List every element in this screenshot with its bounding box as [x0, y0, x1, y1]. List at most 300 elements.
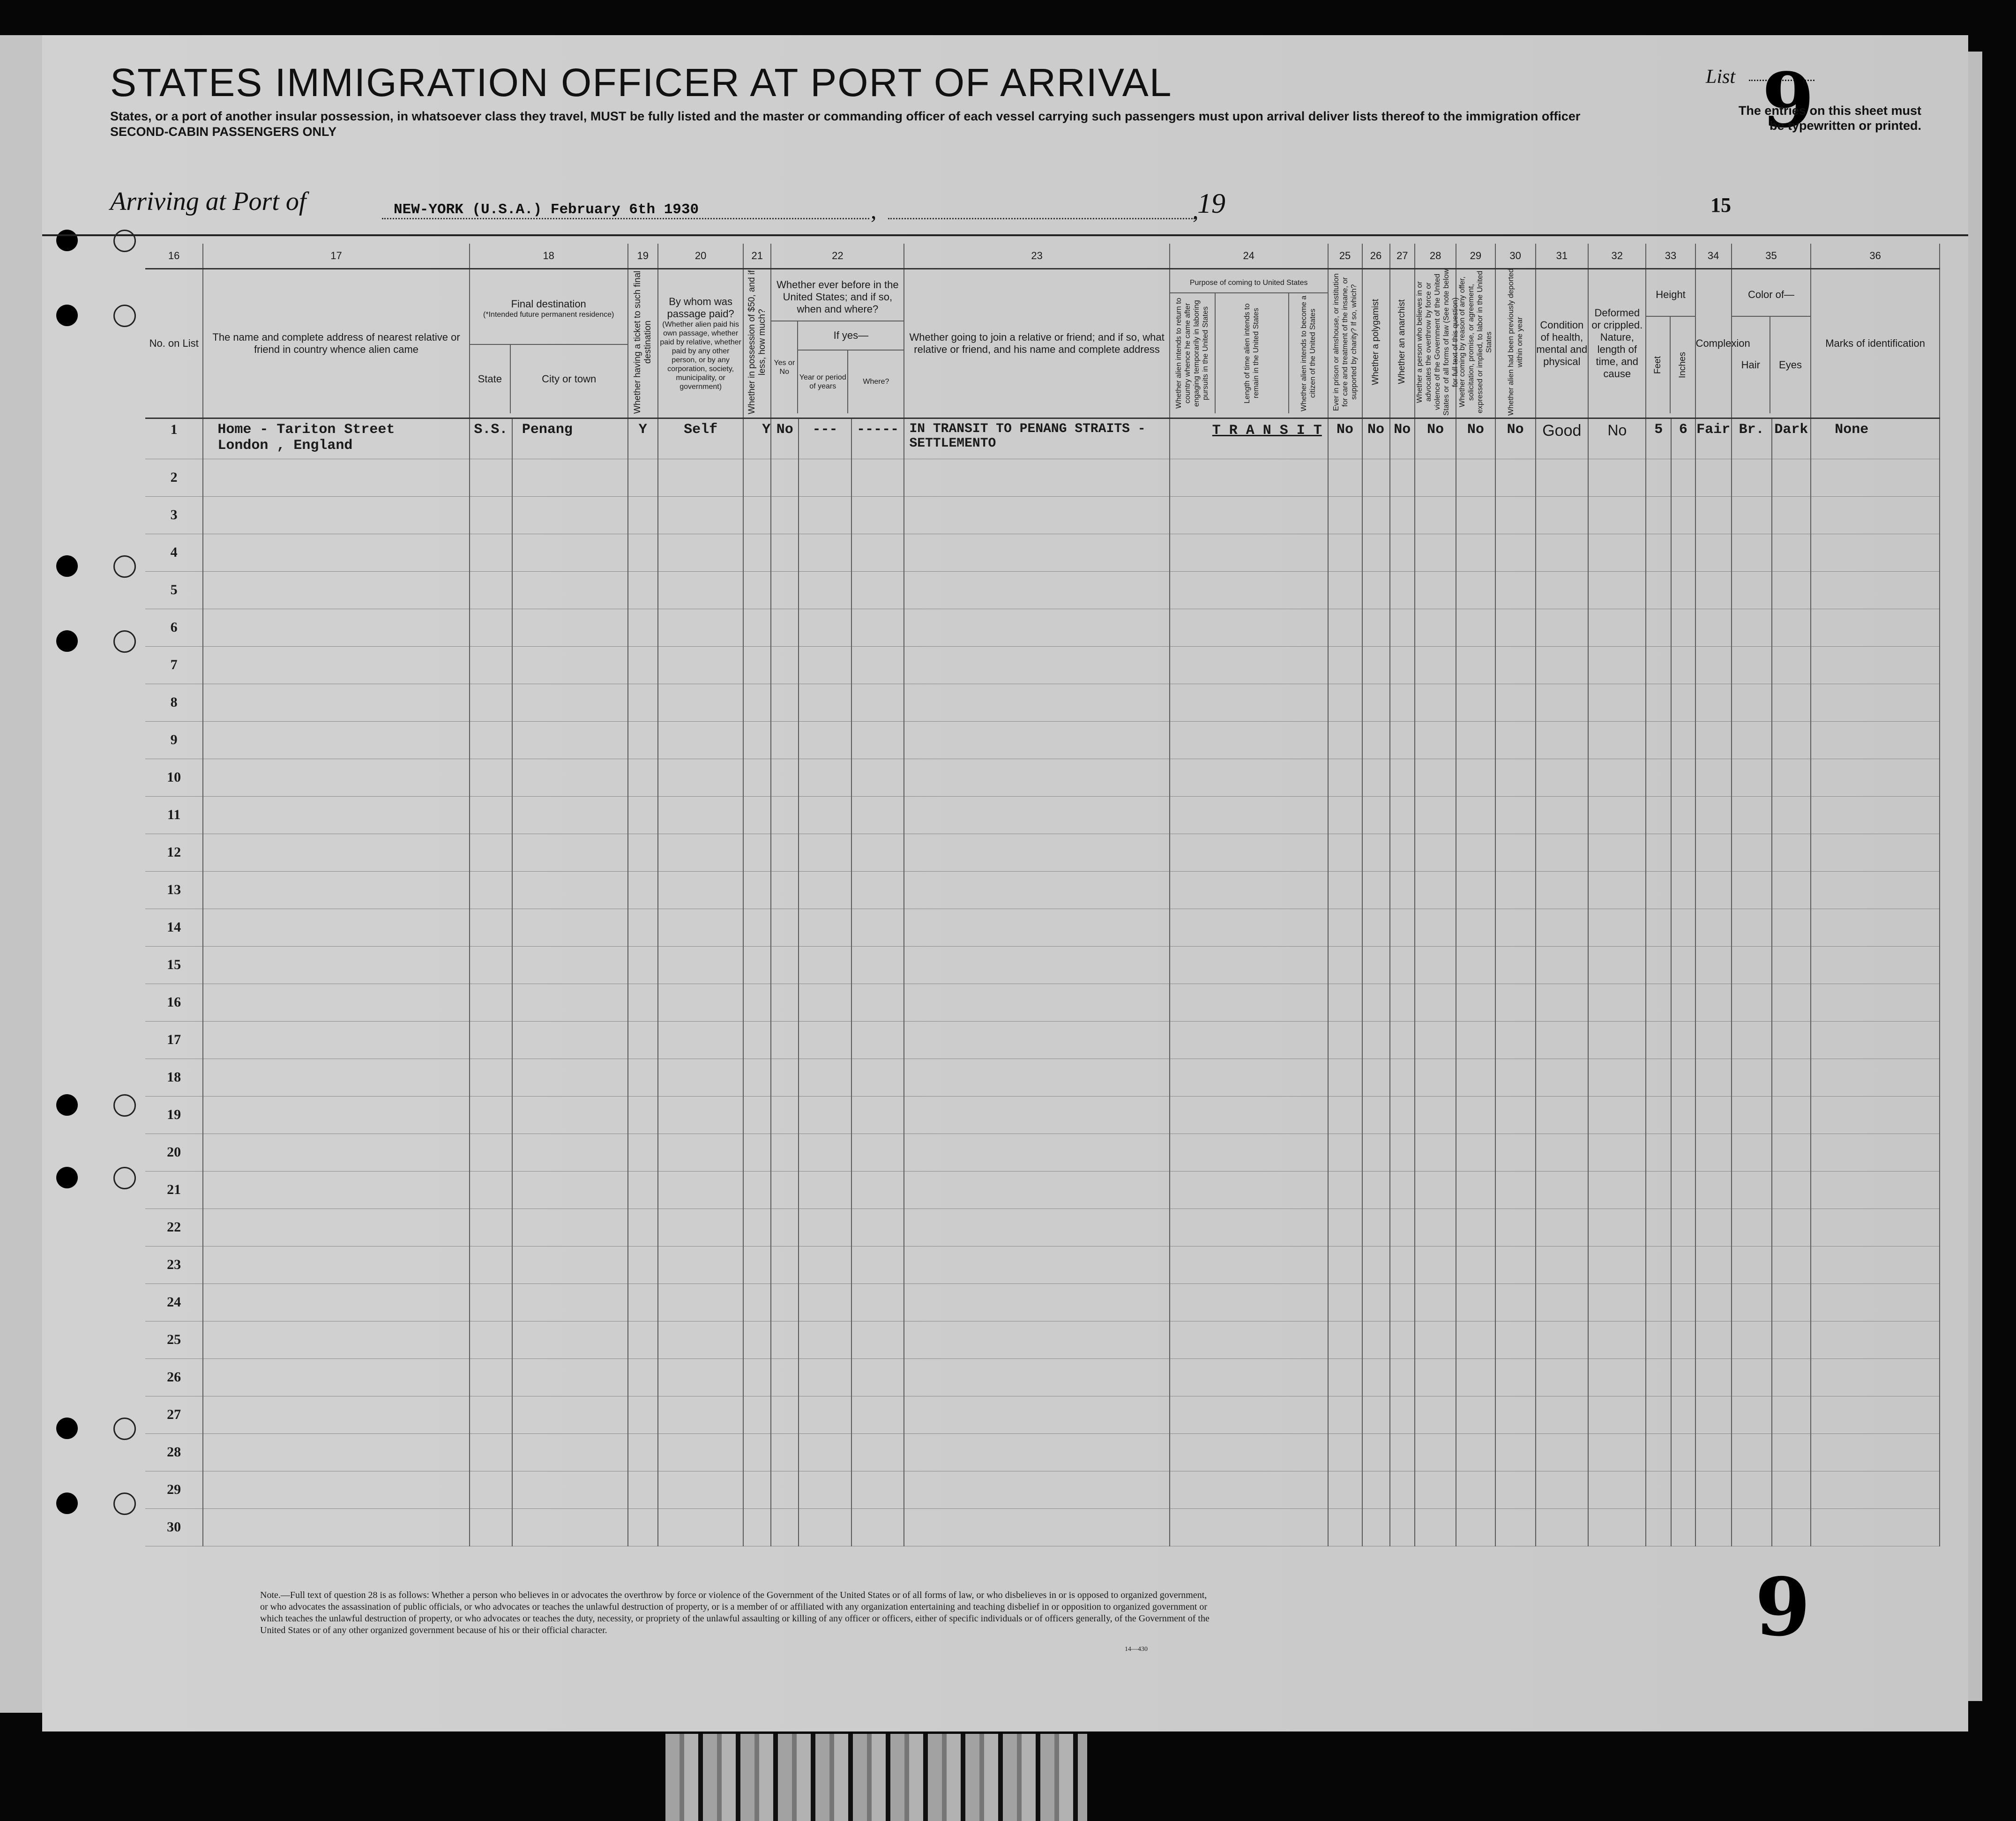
purpose-title: Purpose of coming to United States — [1189, 279, 1308, 287]
table-cell — [1772, 759, 1811, 796]
table-cell — [1415, 1284, 1456, 1321]
table-cell — [1671, 796, 1695, 834]
table-cell — [771, 609, 799, 646]
binding-hole-ring — [113, 305, 136, 327]
table-cell — [1732, 834, 1772, 871]
table-cell — [1495, 646, 1536, 684]
row-number: 29 — [145, 1471, 203, 1508]
table-cell — [1390, 721, 1415, 759]
header-years: Year or period of years — [798, 351, 848, 413]
table-cell — [203, 759, 469, 796]
table-cell — [1732, 759, 1772, 796]
row-number: 4 — [145, 534, 203, 571]
table-cell — [1362, 534, 1390, 571]
table-cell — [1772, 1321, 1811, 1358]
table-row — [145, 1396, 1940, 1433]
table-cell — [743, 1284, 771, 1321]
table-cell — [1811, 1134, 1940, 1171]
table-cell — [1456, 609, 1495, 646]
table-cell — [799, 1396, 851, 1433]
table-cell — [771, 1284, 799, 1321]
table-cell — [470, 1246, 512, 1284]
column-number: 21 — [743, 244, 771, 269]
table-cell — [1456, 1433, 1495, 1471]
table-cell — [1362, 1021, 1390, 1059]
table-cell — [1811, 459, 1940, 496]
table-cell — [904, 609, 1169, 646]
column-header-row — [145, 269, 1940, 418]
table-cell — [904, 571, 1169, 609]
table-cell — [1536, 571, 1589, 609]
table-cell — [1495, 1171, 1536, 1209]
row-number: 23 — [145, 1246, 203, 1284]
table-cell — [1646, 534, 1671, 571]
table-cell — [1671, 609, 1695, 646]
table-cell — [1415, 1471, 1456, 1508]
table-row — [145, 459, 1940, 496]
table-cell — [1362, 571, 1390, 609]
table-cell — [203, 496, 469, 534]
table-cell — [1170, 1471, 1328, 1508]
table-cell — [1170, 1284, 1328, 1321]
table-cell — [1362, 1246, 1390, 1284]
relative-address-cell — [203, 418, 469, 459]
table-cell — [628, 1508, 658, 1546]
table-cell — [1732, 1433, 1772, 1471]
table-cell — [1390, 759, 1415, 796]
table-cell — [1170, 1171, 1328, 1209]
table-cell — [1362, 496, 1390, 534]
table-cell — [1495, 796, 1536, 834]
table-cell — [1170, 1358, 1328, 1396]
table-cell — [904, 984, 1169, 1021]
table-cell — [1671, 1396, 1695, 1433]
table-cell — [203, 1433, 469, 1471]
column-number: 30 — [1495, 244, 1536, 269]
table-cell — [1811, 1246, 1940, 1284]
table-cell — [1588, 1021, 1646, 1059]
table-cell — [799, 1321, 851, 1358]
table-cell — [658, 1358, 743, 1396]
table-cell — [1646, 1171, 1671, 1209]
table-cell — [658, 1508, 743, 1546]
table-cell — [1811, 1396, 1940, 1433]
table-cell — [1811, 609, 1940, 646]
table-cell — [658, 834, 743, 871]
torn-page-edge — [665, 1734, 1087, 1821]
table-cell — [1495, 1059, 1536, 1096]
table-cell — [1671, 1096, 1695, 1134]
table-cell — [658, 571, 743, 609]
right-page-edge — [1968, 52, 1982, 1701]
table-cell — [1588, 1358, 1646, 1396]
table-cell — [1772, 984, 1811, 1021]
list-note — [1668, 103, 1921, 133]
table-cell — [1811, 1096, 1940, 1134]
before-in-us-title: Whether ever before in the United States; and if so, when and where? — [777, 278, 899, 315]
table-cell — [851, 1021, 904, 1059]
table-cell — [658, 984, 743, 1021]
table-cell — [1732, 684, 1772, 721]
table-cell — [799, 459, 851, 496]
table-cell — [904, 759, 1169, 796]
table-cell — [1671, 759, 1695, 796]
header-eyes: Eyes — [1779, 358, 1802, 371]
table-cell — [1362, 684, 1390, 721]
table-cell — [1495, 1134, 1536, 1171]
table-cell — [628, 721, 658, 759]
header-deported — [1495, 269, 1536, 418]
table-cell — [1415, 834, 1456, 871]
table-cell — [658, 721, 743, 759]
header-state: State — [470, 345, 511, 413]
table-cell — [1671, 1059, 1695, 1096]
table-cell — [743, 871, 771, 909]
table-cell — [851, 834, 904, 871]
table-cell — [1588, 646, 1646, 684]
table-cell — [799, 1433, 851, 1471]
header-purpose — [1170, 269, 1328, 418]
table-cell — [470, 1134, 512, 1171]
table-cell — [1811, 496, 1940, 534]
table-cell — [904, 1358, 1169, 1396]
table-cell — [1588, 609, 1646, 646]
header-list-number: No. on List — [145, 269, 203, 418]
year-prefix: 19 — [1197, 188, 1225, 219]
table-cell — [512, 459, 628, 496]
table-cell — [1170, 1096, 1328, 1134]
table-cell — [1495, 534, 1536, 571]
table-cell — [904, 946, 1169, 984]
table-cell — [771, 1171, 799, 1209]
table-cell — [512, 796, 628, 834]
table-cell — [628, 1396, 658, 1433]
table-cell — [470, 984, 512, 1021]
header-joining-relative: Whether going to join a relative or friend; and if so, what relative or friend, and his name and complete address — [904, 269, 1169, 418]
table-cell — [1415, 684, 1456, 721]
table-cell — [1390, 946, 1415, 984]
table-cell — [1415, 1508, 1456, 1546]
table-cell — [1732, 1396, 1772, 1433]
table-cell — [1646, 1396, 1671, 1433]
table-cell — [1170, 1059, 1328, 1096]
table-cell — [512, 1396, 628, 1433]
header-if-yes: If yes— — [833, 329, 869, 341]
table-row — [145, 1096, 1940, 1134]
table-cell — [1170, 984, 1328, 1021]
table-cell — [1415, 1021, 1456, 1059]
row-number: 21 — [145, 1171, 203, 1209]
column-number: 24 — [1170, 244, 1328, 269]
header-anarchist-text: Whether an anarchist — [1397, 299, 1407, 384]
column-number: 28 — [1415, 244, 1456, 269]
joining-relative-line: IN TRANSIT TO PENANG STRAITS - — [909, 421, 1146, 436]
table-cell — [203, 459, 469, 496]
table-cell — [512, 1246, 628, 1284]
table-cell — [1170, 759, 1328, 796]
table-cell — [799, 1471, 851, 1508]
table-cell — [1588, 1284, 1646, 1321]
header-ticket — [628, 269, 658, 418]
table-cell — [1732, 796, 1772, 834]
table-cell — [470, 871, 512, 909]
table-cell — [1328, 1284, 1362, 1321]
row-number: 24 — [145, 1284, 203, 1321]
table-cell — [658, 1096, 743, 1134]
table-cell — [1732, 1209, 1772, 1246]
list-note-line: be typewritten or printed. — [1769, 119, 1921, 133]
table-row — [145, 1134, 1940, 1171]
header-city: City or town — [542, 373, 597, 385]
table-cell — [1415, 1171, 1456, 1209]
table-cell — [203, 834, 469, 871]
table-cell — [1646, 1134, 1671, 1171]
fifty-dollars-cell: Y — [743, 418, 771, 459]
table-cell — [1362, 1059, 1390, 1096]
table-cell — [1456, 534, 1495, 571]
table-cell — [1732, 1059, 1772, 1096]
table-cell — [1362, 759, 1390, 796]
column-number: 16 — [145, 244, 203, 269]
row-number: 22 — [145, 1209, 203, 1246]
table-cell — [743, 1209, 771, 1246]
table-cell — [1170, 1021, 1328, 1059]
table-cell — [904, 1171, 1169, 1209]
table-cell — [1588, 721, 1646, 759]
table-cell — [904, 1209, 1169, 1246]
table-cell — [1732, 984, 1772, 1021]
table-cell — [658, 1433, 743, 1471]
table-cell — [1456, 946, 1495, 984]
table-cell — [1646, 871, 1671, 909]
table-cell — [1671, 1021, 1695, 1059]
column-number: 27 — [1390, 244, 1415, 269]
table-cell — [851, 1433, 904, 1471]
table-cell — [512, 1134, 628, 1171]
table-cell — [1671, 1471, 1695, 1508]
table-cell — [203, 909, 469, 946]
table-cell — [1536, 796, 1589, 834]
table-cell — [1811, 721, 1940, 759]
table-cell — [1362, 909, 1390, 946]
table-cell — [1588, 796, 1646, 834]
row-number: 10 — [145, 759, 203, 796]
intro-line: States, or a port of another insular possession, in whatsoever class they travel, MUST be fully listed and the master or commanding officer of each vessel carrying such passengers must upon arrival deliver lists thereof to the immigration officer — [110, 109, 1581, 123]
table-cell — [1588, 1209, 1646, 1246]
table-cell — [658, 609, 743, 646]
table-cell — [1695, 646, 1732, 684]
binding-hole-ring — [113, 1493, 136, 1515]
table-cell — [658, 1284, 743, 1321]
table-cell — [1588, 759, 1646, 796]
table-cell — [1772, 534, 1811, 571]
table-cell — [1495, 496, 1536, 534]
table-cell — [1536, 1508, 1589, 1546]
passage-paid-note: (Whether alien paid his own passage, whether paid by relative, whether paid by any other person, or by any corporation, society, municipality, or government) — [660, 320, 741, 391]
table-cell — [1362, 1471, 1390, 1508]
table-cell — [1588, 1246, 1646, 1284]
complexion-cell: Fair — [1695, 418, 1732, 459]
table-cell — [799, 646, 851, 684]
table-cell — [1732, 946, 1772, 984]
header-color — [1732, 269, 1811, 418]
table-cell — [1646, 909, 1671, 946]
table-cell — [1415, 459, 1456, 496]
table-cell — [799, 1508, 851, 1546]
table-cell — [1456, 571, 1495, 609]
table-cell — [1671, 1246, 1695, 1284]
table-cell — [470, 796, 512, 834]
table-cell — [904, 1246, 1169, 1284]
table-cell — [1671, 984, 1695, 1021]
table-cell — [799, 1171, 851, 1209]
table-cell — [1695, 946, 1732, 984]
header-feet-cell — [1646, 317, 1671, 413]
table-cell — [1328, 871, 1362, 909]
table-cell — [1772, 1059, 1811, 1096]
table-cell — [1328, 1171, 1362, 1209]
table-cell — [1495, 1433, 1536, 1471]
table-cell — [1415, 534, 1456, 571]
height-title: Height — [1656, 288, 1686, 300]
table-cell — [904, 834, 1169, 871]
row-number: 9 — [145, 721, 203, 759]
table-cell — [904, 459, 1169, 496]
table-cell — [1328, 721, 1362, 759]
table-cell — [1811, 1021, 1940, 1059]
table-cell — [851, 1321, 904, 1358]
table-cell — [1646, 796, 1671, 834]
table-cell — [1495, 1471, 1536, 1508]
column-number: 31 — [1536, 244, 1589, 269]
table-cell — [771, 646, 799, 684]
table-cell — [1671, 459, 1695, 496]
table-cell — [1362, 796, 1390, 834]
binding-hole — [56, 1418, 78, 1439]
table-cell — [512, 1284, 628, 1321]
table-cell — [1328, 909, 1362, 946]
table-cell — [203, 646, 469, 684]
table-cell — [1671, 1284, 1695, 1321]
table-cell — [512, 1321, 628, 1358]
table-cell — [1536, 1246, 1589, 1284]
table-cell — [1495, 459, 1536, 496]
year-value: 15 — [1710, 194, 1731, 216]
table-cell — [1495, 1396, 1536, 1433]
table-cell — [1811, 1059, 1940, 1096]
header-rule — [42, 234, 1968, 236]
joining-relative-cell — [904, 418, 1169, 459]
table-cell — [1695, 684, 1732, 721]
table-cell — [1415, 796, 1456, 834]
table-cell — [1390, 834, 1415, 871]
table-cell — [1536, 1471, 1589, 1508]
column-number: 29 — [1456, 244, 1495, 269]
table-cell — [1456, 1396, 1495, 1433]
table-cell — [203, 1471, 469, 1508]
table-cell — [1695, 871, 1732, 909]
table-cell — [1390, 909, 1415, 946]
table-cell — [512, 834, 628, 871]
table-cell — [1536, 834, 1589, 871]
table-cell — [1695, 496, 1732, 534]
table-cell — [1456, 909, 1495, 946]
relative-address-line: London , England — [217, 437, 353, 454]
table-cell — [799, 1059, 851, 1096]
table-cell — [1456, 759, 1495, 796]
table-cell — [1170, 534, 1328, 571]
row-number: 7 — [145, 646, 203, 684]
header-relative-address: The name and complete address of nearest relative or friend in country whence alien came — [203, 269, 469, 418]
table-cell — [1646, 1059, 1671, 1096]
table-cell — [658, 1471, 743, 1508]
table-cell — [1811, 1284, 1940, 1321]
table-cell — [658, 1321, 743, 1358]
table-cell — [743, 1471, 771, 1508]
table-cell — [771, 1321, 799, 1358]
table-cell — [1362, 1096, 1390, 1134]
table-cell — [1772, 1171, 1811, 1209]
table-cell — [512, 1171, 628, 1209]
inches-cell: 6 — [1671, 418, 1695, 459]
table-cell — [1415, 1358, 1456, 1396]
table-cell — [1390, 1171, 1415, 1209]
table-cell — [799, 1021, 851, 1059]
table-cell — [1588, 1508, 1646, 1546]
table-cell — [628, 1021, 658, 1059]
table-cell — [1456, 1246, 1495, 1284]
table-cell — [1415, 1246, 1456, 1284]
table-cell — [203, 1059, 469, 1096]
table-cell — [1811, 759, 1940, 796]
table-cell — [743, 946, 771, 984]
table-cell — [512, 759, 628, 796]
table-cell — [203, 946, 469, 984]
table-cell — [1811, 571, 1940, 609]
eyes-cell: Dark — [1772, 418, 1811, 459]
table-cell — [512, 1471, 628, 1508]
purpose-return: Whether alien intends to return to country whence he came after engaging temporarily in laboring pursuits in the United States — [1175, 298, 1210, 409]
header-height — [1646, 269, 1695, 418]
table-cell — [1588, 1134, 1646, 1171]
table-cell — [1732, 909, 1772, 946]
table-cell — [1671, 1358, 1695, 1396]
table-cell — [1732, 1134, 1772, 1171]
table-cell — [743, 1021, 771, 1059]
column-number: 23 — [904, 244, 1169, 269]
table-cell — [1536, 946, 1589, 984]
table-cell — [1695, 984, 1732, 1021]
row-number: 19 — [145, 1096, 203, 1134]
table-cell — [1362, 834, 1390, 871]
table-row — [145, 684, 1940, 721]
table-cell — [1695, 1396, 1732, 1433]
header-fifty-dollars — [743, 269, 771, 418]
table-cell — [470, 646, 512, 684]
table-row — [145, 796, 1940, 834]
table-cell — [1328, 1059, 1362, 1096]
row-number: 3 — [145, 496, 203, 534]
row-number: 6 — [145, 609, 203, 646]
port-comma: , — [871, 197, 877, 224]
table-cell — [1811, 684, 1940, 721]
table-cell — [771, 759, 799, 796]
table-cell — [1362, 1321, 1390, 1358]
table-cell — [470, 721, 512, 759]
table-cell — [1732, 1171, 1772, 1209]
table-cell — [203, 609, 469, 646]
header-labor-offer-text: Whether coming by reason of any offer, solicitation, promise, or agreement, expressed or implied, to labor in the United States — [1458, 270, 1493, 413]
